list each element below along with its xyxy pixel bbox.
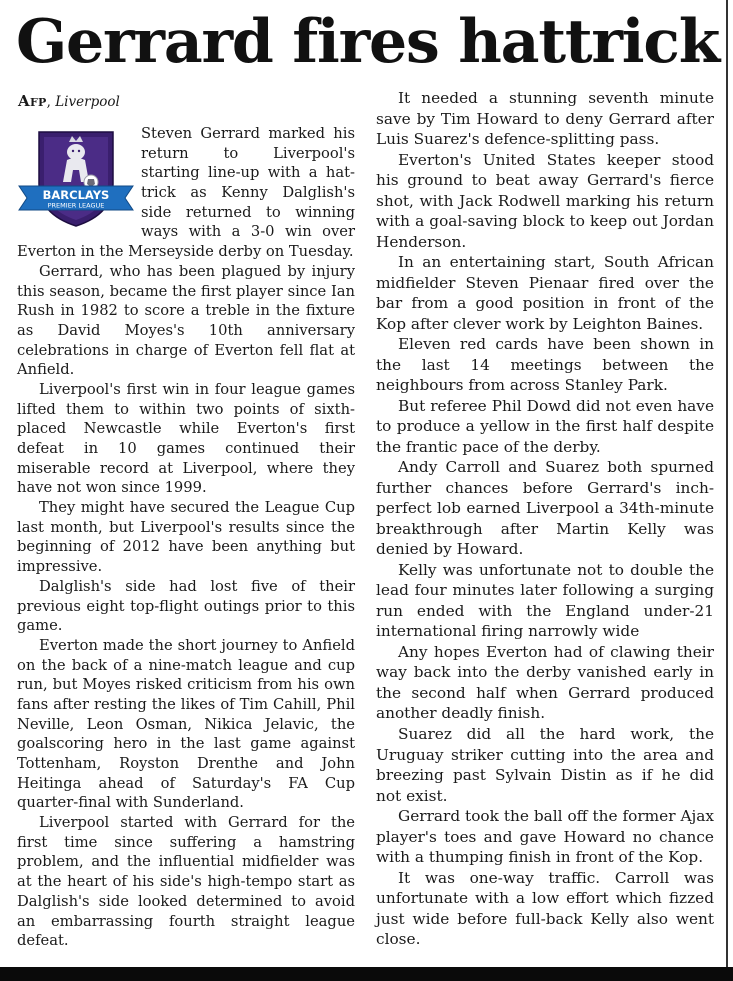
paragraph: Steven Gerrard marked his return to Liverpool's starting line-up with a hat-trick as Kenny Dalglish's side returned to winning ways with a 3-0 win over Everton in the Merseyside derby on Tuesday. (17, 125, 355, 261)
paragraph: Andy Carroll and Suarez both spurned further chances before Gerrard's inch-perfect lob earned Liverpool a 34th-minute breakthrough after Martin Kelly was denied by Howard. (376, 458, 714, 559)
byline (18, 92, 120, 111)
paragraph: Kelly was unfortunate not to double the lead four minutes later following a surging run ended with the England under-21 international firing narrowly wide (376, 560, 714, 641)
paragraph: Gerrard took the ball off the former Ajax player's toes and gave Howard no chance with a thumping finish in front of the Kop. (376, 807, 714, 867)
paragraph: They might have secured the League Cup last month, but Liverpool's results since the beginning of 2012 have been anything but impressive. (17, 499, 355, 576)
paragraph: Everton's United States keeper stood his ground to beat away Gerrard's fierce shot, with Jack Rodwell marking his return with a goal-saving block to keep out Jordan Henderson. (376, 150, 714, 251)
bottom-border-bar (0, 967, 733, 981)
article-column-left (17, 124, 355, 951)
paragraph: Dalglish's side had lost five of their previous eight top-flight outings prior to this game. (17, 577, 355, 635)
paragraph: Suarez did all the hard work, the Uruguay striker cutting into the area and breezing past Sylvain Distin as if he did not exist. (376, 724, 714, 805)
paragraph: But referee Phil Dowd did not even have to produce a yellow in the first half despite the frantic pace of the derby. (376, 396, 714, 456)
premier-league-logo (17, 126, 135, 230)
paragraph: Eleven red cards have been shown in the last 14 meetings between the neighbours from across Stanley Park. (376, 335, 714, 395)
byline-separator: , (46, 94, 56, 110)
paragraph: Liverpool's first win in four league games lifted them to within two points of sixth-placed Newcastle while Everton's first defeat in 10 games continued their miserable record at Liverpool, where they have not won since 1999. (17, 380, 355, 497)
barclays-premier-league-logo-icon (17, 126, 135, 230)
paragraph: In an entertaining start, South African midfielder Steven Pienaar fired over the bar from a good position in front of the Kop after clever work by Leighton Baines. (376, 253, 714, 333)
byline-location: Liverpool (55, 94, 120, 110)
byline-agency: Afp (18, 92, 47, 110)
paragraph: It was one-way traffic. Carroll was unfortunate with a low effort which fizzed just wide before full-back Kelly also went close. (376, 868, 714, 949)
paragraph: Gerrard, who has been plagued by injury this season, became the first player since Ian Rush in 1982 to score a treble in the fixture as David Moyes's 10th anniversary celebrations in charge of Everton fell flat at Anfield. (17, 262, 355, 379)
logo-text-premier-league: PREMIER LEAGUE (47, 201, 105, 210)
paragraph: It needed a stunning seventh minute save by Tim Howard to deny Gerrard after Luis Suarez's defence-splitting pass. (376, 89, 714, 149)
paragraph: Any hopes Everton had of clawing their way back into the derby vanished early in the second half when Gerrard produced another deadly finish. (376, 642, 714, 723)
headline: Gerrard fires hattrick (16, 7, 720, 77)
paragraph: Liverpool started with Gerrard for the first time since suffering a hamstring problem, and the influential midfielder was at the heart of his side's high-tempo start as Dalglish's side looked determined to avoid an embarrassing fourth straight league defeat. (17, 814, 355, 950)
paragraph: Everton made the short journey to Anfield on the back of a nine-match league and cup run, but Moyes risked criticism from his own fans after resting the likes of Tim Cahill, Phil Neville, Leon Osman, Nikica Jelavic, the goalscoring hero in the last game against Tottenham, Royston Drenthe and John Heitinga ahead of Saturday's FA Cup quarter-final with Sunderland. (17, 636, 355, 812)
logo-text-barclays: BARCLAYS (42, 188, 110, 202)
article-column-right (376, 88, 714, 950)
page-edge-rule (726, 0, 728, 968)
